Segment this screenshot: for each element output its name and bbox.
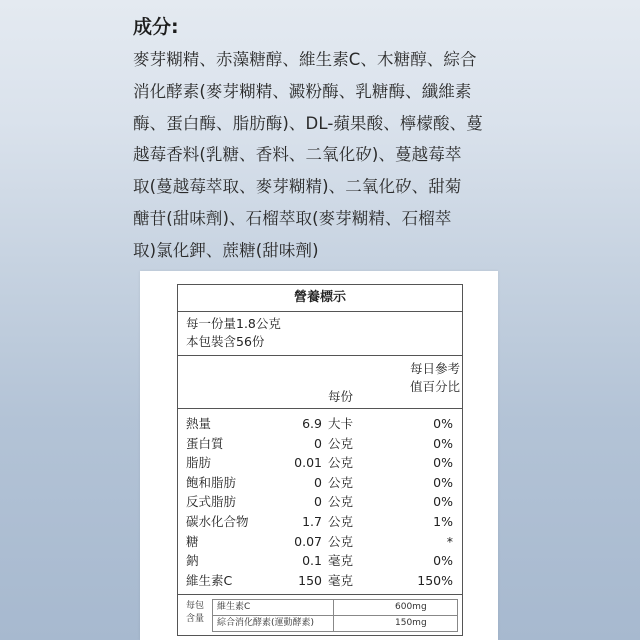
nutrient-row [178,414,462,434]
nutrient-row [178,571,462,591]
header-per-serving: 每份 [328,389,354,404]
header-daily-value [406,360,464,396]
per-pack-amount: 600mg [395,602,427,613]
nutrient-dv: 0% [433,494,453,510]
nutrient-row [178,551,462,571]
nutrient-dv: 150% [417,572,453,588]
nutrient-value: 1.7 [302,513,322,529]
nutrient-dv: 0% [433,553,453,569]
per-pack-row [213,600,457,615]
ingredients-line: 酶、蛋白酶、脂肪酶)、DL-蘋果酸、檸檬酸、蔓 [133,113,483,133]
nutrient-value: 0 [314,474,322,490]
nutrient-value: 0 [314,494,322,510]
ingredients-section [133,10,533,267]
nutrient-name: 蛋白質 [186,435,224,451]
nutrient-unit: 毫克 [328,572,354,588]
ingredients-text [133,44,533,267]
serving-size: 每一份量1.8公克 [186,316,281,331]
ingredients-line: 越莓香料(乳糖、香料、二氧化矽)、蔓越莓萃 [133,145,462,165]
nutrient-value: 6.9 [302,416,322,431]
per-pack-label-line: 含量 [185,614,204,625]
nutrient-dv: 0% [433,455,453,471]
nutrient-name: 飽和脂肪 [186,474,237,490]
nutrient-row [178,473,462,493]
header-dv-line: 值百分比 [409,379,460,394]
column-divider [333,600,334,615]
per-pack-amount: 150mg [395,618,427,629]
nutrition-table [177,284,463,636]
nutrient-row [178,492,462,512]
nutrition-header [178,356,462,409]
per-pack-name: 綜合消化酵素(運動酵素) [217,618,315,629]
nutrient-unit: 公克 [328,435,354,451]
per-pack-name: 維生素C [217,602,251,613]
nutrient-unit: 公克 [328,455,354,471]
nutrient-name: 鈉 [186,553,199,569]
nutrient-name: 熱量 [186,416,212,431]
nutrient-value: 0.01 [294,455,322,471]
nutrient-name: 維生素C [186,572,233,588]
nutrient-row [178,512,462,532]
servings-per-pack: 本包裝含56份 [186,334,265,349]
nutrient-value: 0.1 [302,553,322,569]
nutrient-unit: 公克 [328,494,354,510]
nutrient-name: 碳水化合物 [186,513,249,529]
ingredients-line: 消化酵素(麥芽糊精、澱粉酶、乳糖酶、纖維素 [133,81,472,101]
serving-info [178,312,462,356]
nutrient-unit: 公克 [328,533,354,549]
column-divider [333,616,334,631]
nutrient-dv: * [446,533,453,549]
per-pack-grid [212,599,458,632]
nutrient-row [178,453,462,473]
nutrient-unit: 公克 [328,474,354,490]
nutrient-unit: 大卡 [328,416,354,431]
ingredients-line: 取)氯化鉀、蔗糖(甜味劑) [133,240,319,260]
nutrient-unit: 公克 [328,513,354,529]
header-dv-line: 每日參考 [409,361,460,376]
nutrient-name: 反式脂肪 [186,494,237,510]
per-pack-row [213,615,457,631]
nutrient-value: 0.07 [294,533,322,549]
nutrient-dv: 0% [433,435,453,451]
nutrient-dv: 0% [433,416,453,431]
per-pack-label [182,600,208,626]
ingredients-line: 取(蔓越莓萃取、麥芽糊精)、二氧化矽、甜菊 [133,177,462,197]
nutrient-row [178,434,462,454]
nutrient-unit: 毫克 [328,553,354,569]
nutrient-dv: 0% [433,474,453,490]
ingredients-title: 成分: [133,16,179,38]
per-pack-content [178,595,462,635]
ingredients-line: 醣苷(甜味劑)、石榴萃取(麥芽糊精、石榴萃 [133,208,452,228]
nutrient-row [178,532,462,552]
nutrition-title: 營養標示 [178,285,462,312]
nutrient-dv: 1% [433,513,453,529]
nutrient-name: 脂肪 [186,455,212,471]
nutrient-rows [178,409,462,595]
nutrient-value: 150 [298,572,322,588]
ingredients-line: 麥芽糊精、赤藻糖醇、維生素C、木糖醇、綜合 [133,50,477,69]
per-pack-label-line: 每包 [185,601,204,612]
nutrient-value: 0 [314,435,322,451]
nutrient-name: 糖 [186,533,199,549]
nutrition-panel [140,271,498,640]
